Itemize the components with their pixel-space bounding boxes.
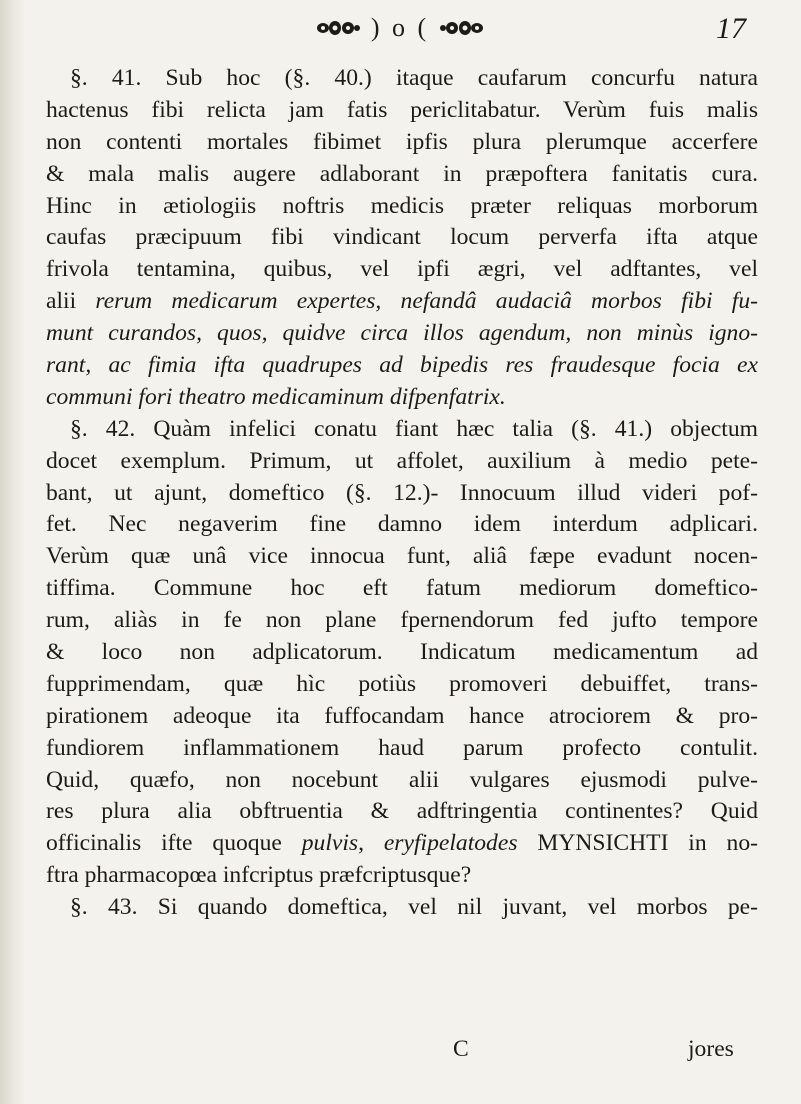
text-line: caufas præcipuum fibi vindicant locum perverfa ifta atque [46,224,758,251]
text-line: bant, ut ajunt, domeftico (§. 12.)- Innocuum illud videri pof- [46,479,758,506]
text-line: fundiorem inflammationem haud parum profecto contulit. [46,734,758,761]
text-line: docet exemplum. Primum, ut affolet, auxilium à medio pete- [46,447,758,474]
text-line: officinalis ifte quoque pulvis, eryfipelatodes MYNSICHTI in no- [46,830,758,857]
text-line: §. 42. Quàm infelici conatu fiant hæc talia (§. 41.) objectum [70,415,758,442]
text-line: tiffima. Commune hoc eft fatum mediorum domeftico- [46,575,758,602]
right-ornament-icon [439,18,485,38]
page-number: 17 [716,12,746,45]
text-line: munt curandos, quos, quidve circa illos agendum, non minùs igno- [46,320,758,347]
header-center-mark: ) o ( [370,13,430,42]
text-line: Quid, quæfo, non nocebunt alii vulgares ejusmodi pulve- [46,766,758,793]
text-line: §. 41. Sub hoc (§. 40.) itaque caufarum concurfu natura [70,65,758,91]
text-line: res plura alia obftruentia & adftringentia continentes? Quid [46,798,758,825]
text-line: pirationem adeoque ita fuffocandam hance atrociorem & pro- [46,702,758,729]
text-line: rant, ac fimia ifta quadrupes ad bipedis res fraudesque focia ex [46,352,758,379]
text-line: hactenus fibi relicta jam fatis periclitabatur. Verùm fuis malis [46,96,758,123]
left-ornament-icon [315,18,361,38]
running-header [220,10,580,46]
text-line: Hinc in ætiologiis noftris medicis præter reliquas morborum [46,192,758,219]
text-line: alii rerum medicarum expertes, nefandâ audaciâ morbos fibi fu- [46,288,758,315]
signature-mark: C [453,1036,469,1062]
binding-shadow [0,0,26,1104]
text-line: non contenti mortales fibimet ipfis plura plerumque accerfere [46,128,758,155]
text-line: fupprimendam, quæ hìc potiùs promoveri debuiffet, trans- [46,670,758,697]
text-line: communi fori theatro medicaminum difpenfatrix. [46,383,506,410]
body-text [46,63,758,924]
catchword: jores [688,1036,734,1062]
text-line: ftra pharmacopœa infcriptus præfcriptusque? [46,862,472,889]
text-line: & loco non adplicatorum. Indicatum medicamentum ad [46,639,758,666]
text-line: fet. Nec negaverim fine damno idem interdum adplicari. [46,511,758,538]
text-line: frivola tentamina, quibus, vel ipfi ægri, vel adftantes, vel [46,256,758,283]
text-line: & mala malis augere adlaborant in præpoftera fanitatis cura. [46,160,758,187]
text-line: rum, aliàs in fe non plane fpernendorum fed jufto tempore [46,607,758,634]
text-line: §. 43. Si quando domeftica, vel nil juvant, vel morbos pe- [70,894,758,921]
text-line: Verùm quæ unâ vice innocua funt, aliâ fæpe evadunt nocen- [46,543,758,570]
